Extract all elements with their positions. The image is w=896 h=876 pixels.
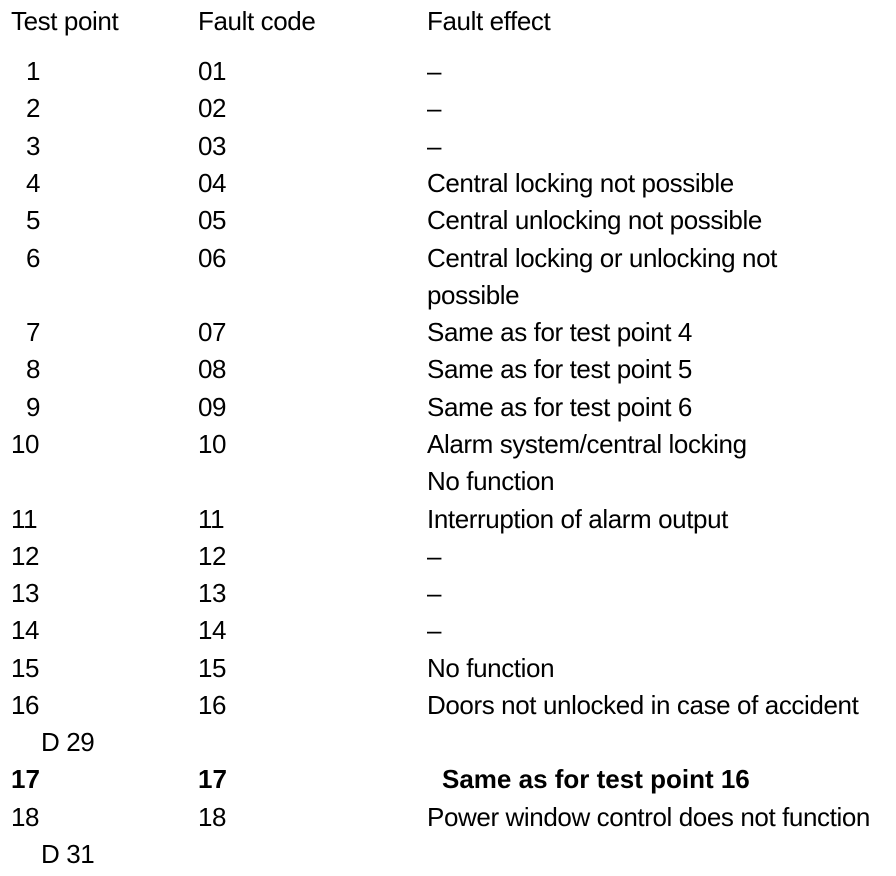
test-point: 3 — [26, 131, 41, 161]
table-row — [0, 799, 896, 836]
table-row — [0, 351, 896, 388]
fault-effect: – — [427, 131, 442, 161]
table-row — [0, 389, 896, 426]
table-row-continuation — [0, 277, 896, 314]
fault-effect: – — [427, 615, 442, 645]
fault-effect: Same as for test point 16 — [442, 764, 750, 794]
fault-code: 07 — [198, 317, 227, 347]
table-header — [0, 3, 896, 40]
fault-code: 10 — [198, 429, 227, 459]
fault-code: 11 — [198, 504, 225, 534]
fault-effect: Central locking or unlocking not — [427, 243, 777, 273]
test-point: 16 — [11, 690, 40, 720]
table-row — [0, 761, 896, 798]
fault-code: 08 — [198, 354, 227, 384]
test-point: 1 — [26, 56, 41, 86]
table-row — [0, 650, 896, 687]
fault-effect: Power window control does not function — [427, 802, 870, 832]
fault-effect: – — [427, 541, 442, 571]
table-row — [0, 501, 896, 538]
fault-code: 16 — [198, 690, 227, 720]
test-point: 2 — [26, 93, 41, 123]
test-point: 7 — [26, 317, 41, 347]
fault-code: 05 — [198, 205, 227, 235]
test-point: 15 — [11, 653, 40, 683]
table-row — [0, 202, 896, 239]
fault-code: 03 — [198, 131, 227, 161]
fault-code: 17 — [198, 764, 227, 794]
fault-effect-continuation: possible — [427, 280, 520, 310]
test-point: 9 — [26, 392, 41, 422]
fault-code: 09 — [198, 392, 227, 422]
header-test-point: Test point — [11, 6, 119, 36]
table-row — [0, 687, 896, 724]
fault-effect: Same as for test point 5 — [427, 354, 692, 384]
fault-effect: Same as for test point 4 — [427, 317, 692, 347]
fault-code: 01 — [198, 56, 227, 86]
fault-effect: – — [427, 578, 442, 608]
fault-effect: No function — [427, 653, 555, 683]
fault-effect-continuation: No function — [427, 466, 555, 496]
fault-code: 18 — [198, 802, 227, 832]
table-row — [0, 240, 896, 277]
fault-effect: Interruption of alarm output — [427, 504, 728, 534]
table-row — [0, 128, 896, 165]
fault-code: 13 — [198, 578, 227, 608]
test-point: 11 — [11, 504, 38, 534]
test-point: 13 — [11, 578, 40, 608]
test-point: 12 — [11, 541, 40, 571]
fault-code: 15 — [198, 653, 227, 683]
fault-effect: – — [427, 56, 442, 86]
test-point: 14 — [11, 615, 40, 645]
test-point: 17 — [11, 764, 40, 794]
table-row — [0, 538, 896, 575]
fault-code: 12 — [198, 541, 227, 571]
sub-label: D 29 — [41, 727, 95, 757]
fault-code: 04 — [198, 168, 227, 198]
fault-effect: Alarm system/central locking — [427, 429, 747, 459]
fault-code: 14 — [198, 615, 227, 645]
test-point: 5 — [26, 205, 41, 235]
sub-label: D 31 — [41, 839, 95, 869]
table-row — [0, 612, 896, 649]
table-row-continuation — [0, 463, 896, 500]
header-fault-code: Fault code — [198, 6, 316, 36]
test-point: 10 — [11, 429, 40, 459]
fault-code: 02 — [198, 93, 227, 123]
table-row — [0, 165, 896, 202]
fault-effect: Doors not unlocked in case of accident — [427, 690, 859, 720]
test-point: 6 — [26, 243, 41, 273]
table-row — [0, 314, 896, 351]
fault-effect: Central unlocking not possible — [427, 205, 762, 235]
header-fault-effect: Fault effect — [427, 6, 551, 36]
fault-effect: Same as for test point 6 — [427, 392, 692, 422]
table-row — [0, 90, 896, 127]
test-point: 4 — [26, 168, 41, 198]
fault-effect: Central locking not possible — [427, 168, 734, 198]
fault-code: 06 — [198, 243, 227, 273]
test-point: 18 — [11, 802, 40, 832]
table-row — [0, 426, 896, 463]
test-point: 8 — [26, 354, 41, 384]
table-row — [0, 53, 896, 90]
fault-effect: – — [427, 93, 442, 123]
table-row — [0, 575, 896, 612]
